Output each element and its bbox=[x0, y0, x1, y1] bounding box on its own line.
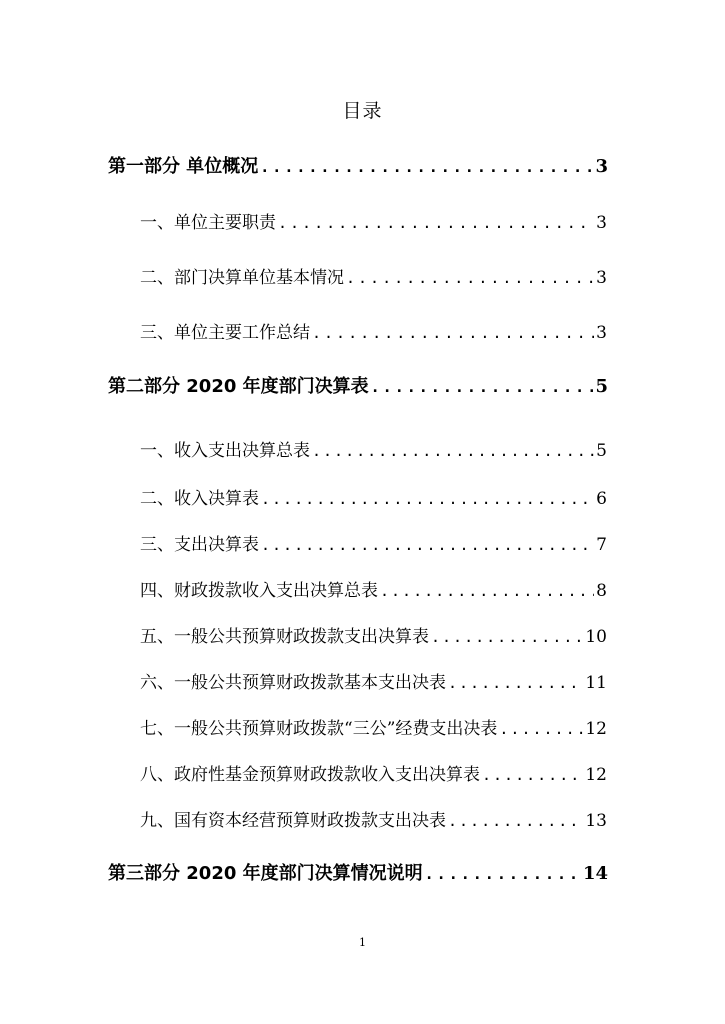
toc-entry-label: 三、单位主要工作总结 bbox=[140, 323, 310, 343]
toc-entry-label: 一、单位主要职责 bbox=[140, 213, 276, 233]
toc-section-2-8[interactable] bbox=[140, 760, 607, 785]
toc-entry-page: 13 bbox=[585, 811, 607, 831]
toc-entry-label: 六、一般公共预算财政拨款基本支出决表 bbox=[140, 673, 446, 693]
toc-entry-page: 14 bbox=[582, 863, 608, 884]
toc-leader-dots bbox=[448, 674, 583, 692]
toc-entry-label: 八、政府性基金预算财政拨款收入支出决算表 bbox=[140, 765, 480, 785]
toc-leader-dots bbox=[431, 628, 583, 646]
toc-leader-dots bbox=[499, 720, 583, 738]
toc-leader-dots bbox=[482, 766, 583, 784]
toc-entry-page: 12 bbox=[585, 765, 607, 785]
toc-leader-dots bbox=[371, 378, 594, 396]
toc-leader-dots bbox=[448, 812, 583, 830]
toc-entry-label: 三、支出决算表 bbox=[140, 535, 259, 555]
toc-leader-dots bbox=[312, 442, 594, 460]
toc-entry-label: 九、国有资本经营预算财政拨款支出决表 bbox=[140, 811, 446, 831]
toc-leader-dots bbox=[312, 324, 594, 342]
toc-entry-label: 第二部分 2020 年度部门决算表 bbox=[108, 376, 369, 397]
toc-leader-dots bbox=[425, 865, 581, 883]
toc-section-2-6[interactable] bbox=[140, 668, 607, 693]
toc-entry-page: 7 bbox=[596, 535, 607, 555]
toc-entry-page: 11 bbox=[585, 673, 607, 693]
toc-entry-label: 五、一般公共预算财政拨款支出决算表 bbox=[140, 627, 429, 647]
toc-leader-dots bbox=[346, 269, 594, 287]
toc-section-2-2[interactable] bbox=[140, 484, 607, 509]
toc-entry-page: 10 bbox=[585, 627, 607, 647]
toc-leader-dots bbox=[261, 536, 594, 554]
toc-title: 目录 bbox=[342, 100, 383, 122]
toc-section-2-9[interactable] bbox=[140, 806, 607, 831]
toc-section-1-2[interactable] bbox=[140, 263, 607, 288]
toc-entry-label: 一、收入支出决算总表 bbox=[140, 441, 310, 461]
toc-leader-dots bbox=[260, 158, 593, 176]
toc-leader-dots bbox=[380, 582, 594, 600]
toc-entry-page: 3 bbox=[596, 213, 607, 233]
toc-part-1[interactable] bbox=[108, 152, 608, 178]
toc-entry-page: 5 bbox=[595, 376, 608, 397]
toc-entry-page: 3 bbox=[595, 156, 608, 177]
toc-section-2-7[interactable] bbox=[140, 714, 607, 739]
toc-entry-page: 8 bbox=[596, 581, 607, 601]
toc-entry-label: 七、一般公共预算财政拨款“三公”经费支出决表 bbox=[140, 719, 498, 739]
toc-leader-dots bbox=[261, 490, 594, 508]
toc-entry-page: 3 bbox=[596, 268, 607, 288]
page-number: 1 bbox=[359, 936, 366, 949]
toc-section-2-3[interactable] bbox=[140, 530, 607, 555]
toc-section-1-1[interactable] bbox=[140, 208, 607, 233]
toc-section-2-4[interactable] bbox=[140, 576, 607, 601]
toc-section-2-1[interactable] bbox=[140, 436, 607, 461]
toc-leader-dots bbox=[278, 214, 594, 232]
toc-entry-label: 第一部分 单位概况 bbox=[108, 156, 259, 177]
toc-section-2-5[interactable] bbox=[140, 622, 607, 647]
toc-entry-page: 12 bbox=[585, 719, 607, 739]
toc-entry-page: 3 bbox=[596, 323, 607, 343]
toc-entry-page: 6 bbox=[596, 489, 607, 509]
toc-entry-label: 第三部分 2020 年度部门决算情况说明 bbox=[108, 863, 423, 884]
toc-entry-page: 5 bbox=[596, 441, 607, 461]
toc-entry-label: 四、财政拨款收入支出决算总表 bbox=[140, 581, 378, 601]
toc-entry-label: 二、部门决算单位基本情况 bbox=[140, 268, 344, 288]
toc-part-3[interactable] bbox=[108, 859, 608, 885]
toc-section-1-3[interactable] bbox=[140, 318, 607, 343]
toc-entry-label: 二、收入决算表 bbox=[140, 489, 259, 509]
toc-part-2[interactable] bbox=[108, 372, 608, 398]
